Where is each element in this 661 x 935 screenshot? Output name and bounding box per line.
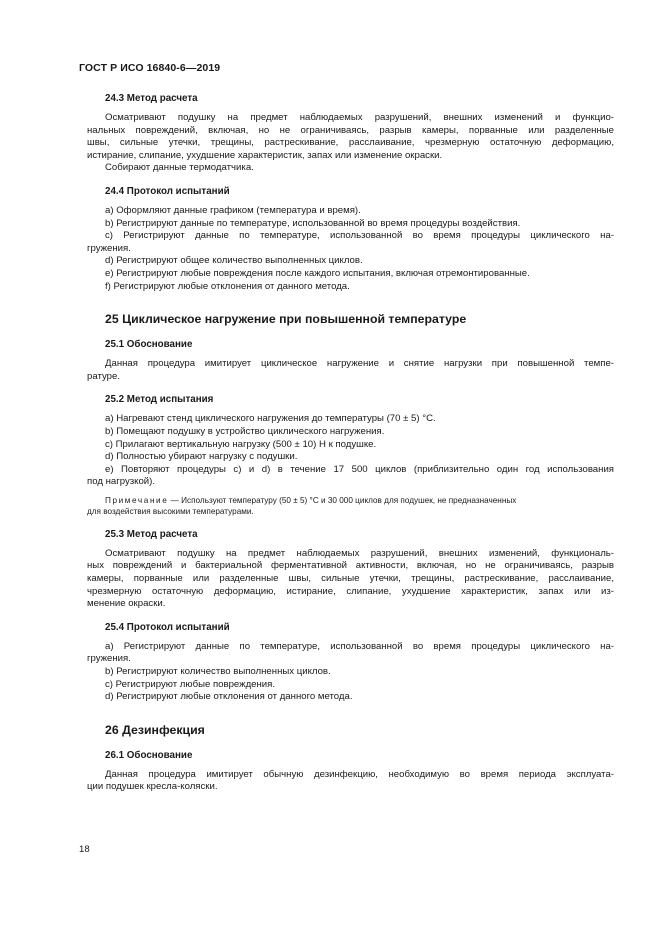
note-continuation: для воздействия высокими температурами.: [87, 507, 254, 517]
section-25-3-line: камеры, порванные или разделенные швы, сильные утечки, трещины, растрескивание, расслаивание,: [87, 573, 614, 585]
section-24-4: [87, 186, 614, 293]
section-25-4: [87, 622, 614, 704]
note-text: — Используют температуру (50 ± 5) °С и 30 000 циклов для подушек, не предназначенных: [168, 495, 517, 505]
section-24-4-heading: 24.4 Протокол испытаний: [105, 185, 230, 197]
section-24-3-line: Осматривают подушку на предмет наблюдаемых разрушений, внешних изменений и функцио-: [105, 112, 614, 123]
note-label: Примечание: [105, 495, 169, 505]
list-item-continuation: гружения.: [87, 242, 131, 254]
section-26-1-heading: 26.1 Обоснование: [105, 749, 193, 761]
section-26-1-line: Данная процедура имитирует обычную дезинфекцию, необходимую во время периода эксплуата-: [105, 768, 614, 780]
section-25-3-line: ных повреждений и бактериальной ферментативной активности, включая, но не ограничиваясь, разрыв: [87, 560, 614, 572]
list-item: f) Регистрируют любые отклонения от данного метода.: [105, 280, 350, 292]
section-25-3-line: менение окраски.: [87, 598, 166, 610]
section-25-1-line: Данная процедура имитирует циклическое нагружение и снятие нагрузки при повышенной темпе-: [105, 358, 614, 370]
section-25-3: [87, 529, 614, 611]
list-item: c) Регистрируют любые повреждения.: [105, 678, 276, 690]
section-26-heading: 26 Дезинфекция: [105, 722, 205, 737]
section-24-3-line: истирание, слипание, ухудшение характеристик, запах или изменение окраски.: [87, 149, 443, 161]
page-content: [87, 93, 614, 805]
list-item: d) Регистрируют любые отклонения от данного метода.: [105, 691, 353, 703]
list-item-continuation: гружения.: [87, 653, 131, 665]
section-24-3-paragraph: Собирают данные термодатчика.: [105, 162, 254, 174]
list-item: b) Помещают подушку в устройство циклического нагружения.: [105, 425, 385, 437]
list-item: e) Регистрируют любые повреждения после каждого испытания, включая отремонтированные.: [105, 267, 530, 279]
section-25-4-heading: 25.4 Протокол испытаний: [105, 621, 230, 633]
section-24-3: [87, 93, 614, 175]
section-24-3-line: швы, сильные утечки, трещины, растрескивание, расслаивание, чрезмерную остаточную деформацию,: [87, 137, 614, 149]
section-25-2-heading: 25.2 Метод испытания: [105, 394, 214, 406]
list-item: b) Регистрируют количество выполненных циклов.: [105, 666, 331, 678]
page-number: 18: [79, 844, 90, 855]
section-25-3-line: чрезмерную остаточную деформацию, истирание, слипание, ухудшение характеристик, запах или из-: [87, 585, 614, 597]
list-item: b) Регистрируют данные по температуре, использованной во время процедуры воздействия.: [105, 217, 521, 229]
section-26-1-line: ции подушек кресла-коляски.: [87, 781, 218, 793]
list-item: c) Регистрируют данные по температуре, использованной во время процедуры циклического на-: [105, 230, 614, 242]
section-25-1-line: ратуре.: [87, 370, 120, 382]
section-24-3-heading: 24.3 Метод расчета: [105, 93, 198, 104]
section-25-3-heading: 25.3 Метод расчета: [105, 528, 198, 540]
section-26-1: [87, 750, 614, 794]
list-item: a) Регистрируют данные по температуре, использованной во время процедуры циклического на-: [105, 640, 614, 652]
section-25-3-line: Осматривают подушку на предмет наблюдаемых разрушений, внешних изменений, функциональ-: [105, 547, 614, 559]
standard-header: ГОСТ Р ИСО 16840-6—2019: [79, 62, 221, 74]
list-item: c) Прилагают вертикальную нагрузку (500 ± 10) Н к подушке.: [105, 438, 377, 450]
section-25-1: [87, 339, 614, 383]
section-25-heading: 25 Циклическое нагружение при повышенной температуре: [105, 312, 467, 327]
list-item: e) Повторяют процедуры c) и d) в течение 17 500 циклов (приблизительно один год использования: [105, 463, 614, 475]
section-24-3-line: нальных повреждений, включая, но не ограничиваясь, разрыв камеры, порванные или разделенные: [87, 124, 614, 136]
section-25-1-heading: 25.1 Обоснование: [105, 339, 193, 351]
list-item-continuation: под нагрузкой).: [87, 476, 155, 488]
list-item: d) Регистрируют общее количество выполненных циклов.: [105, 255, 363, 267]
section-25-2: [87, 394, 614, 518]
list-item: a) Нагревают стенд циклического нагружения до температуры (70 ± 5) °С.: [105, 413, 436, 425]
list-item: d) Полностью убирают нагрузку с подушки.: [105, 451, 298, 463]
list-item: a) Оформляют данные графиком (температура и время).: [105, 204, 361, 216]
note: [87, 495, 614, 507]
